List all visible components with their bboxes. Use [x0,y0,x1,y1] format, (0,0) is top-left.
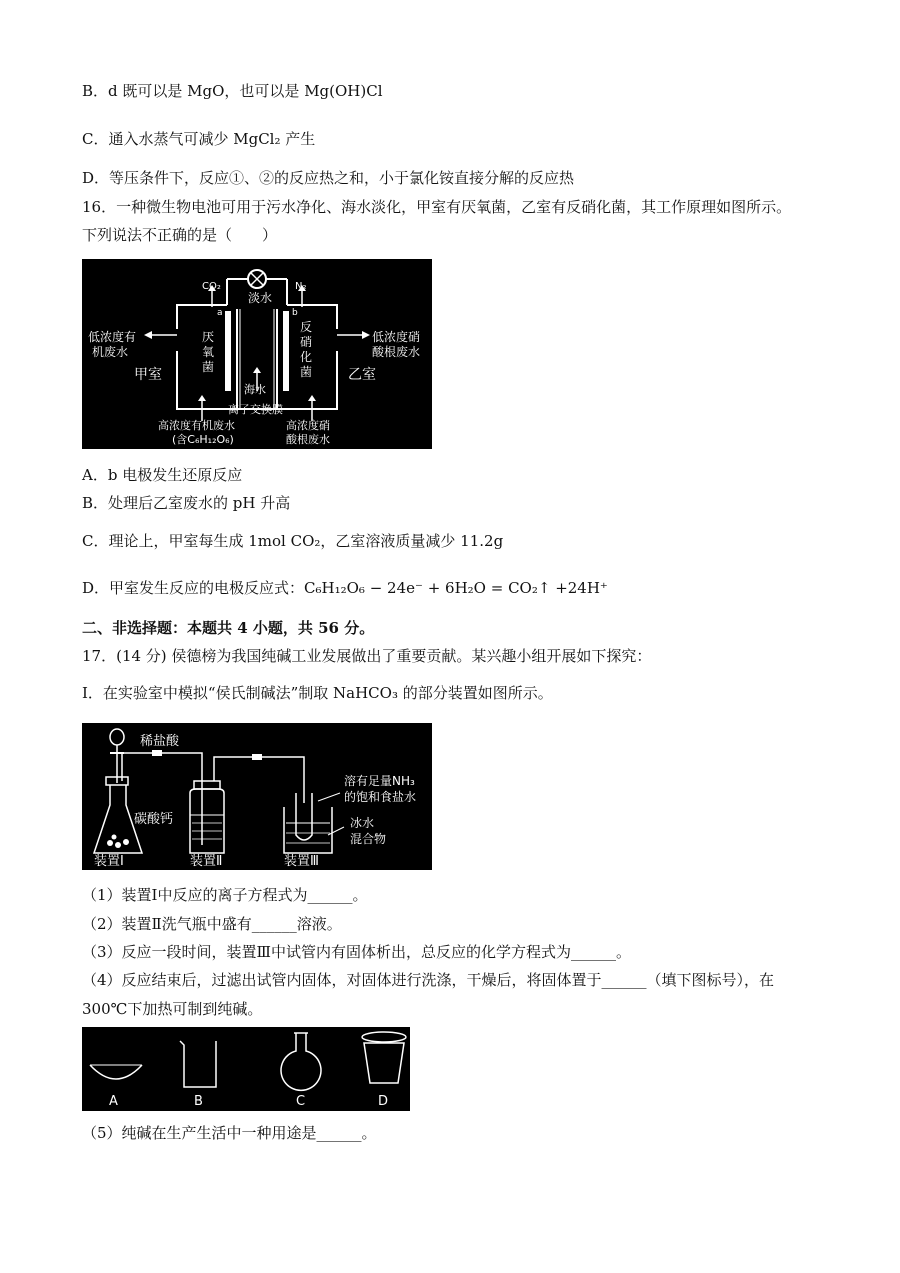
q15-option-c: C．通入水蒸气可减少 MgCl₂ 产生 [82,130,316,148]
n2-label: N₂ [295,281,307,292]
electrode-a [225,311,231,391]
chamber-jia-label: 甲室 [134,367,162,383]
seawater-label: 海水 [244,383,266,396]
choice-c-label: C [296,1094,306,1109]
apparatus-choice-figure [82,1027,410,1111]
chamber-yi-label: 乙室 [348,367,376,383]
dilute-hcl-label: 稀盐酸 [140,734,180,749]
choice-a-label: A [109,1094,118,1109]
choice-d-label: D [378,1094,389,1109]
q16-option-c: C．理论上，甲室每生成 1mol CO₂，乙室溶液质量减少 11.2g [82,532,504,550]
wash-bottle [190,789,224,853]
q17-sub3: （3）反应一段时间，装置Ⅲ中试管内有固体析出，总反应的化学方程式为______。 [82,943,632,961]
q17-sub1: （1）装置Ⅰ中反应的离子方程式为______。 [82,886,368,904]
left-outlet-line1: 低浓度有 [88,330,137,344]
right-inlet-line1: 高浓度硝 [286,419,330,432]
anaerobe-char1: 厌 [202,330,215,344]
section-heading: 二、非选择题：本题共 4 小题，共 56 分。 [82,619,375,637]
fresh-water-label: 淡水 [248,291,273,305]
device-3-label: 装置Ⅲ [284,854,319,869]
q16-stem-line2: 下列说法不正确的是（ ） [82,226,278,244]
hou-process-figure [82,723,432,870]
microbial-cell-figure [82,259,432,449]
q15-option-b: B．d 既可以是 MgO，也可以是 Mg(OH)Cl [82,82,383,100]
co2-label: CO₂ [202,281,221,292]
q16-option-b: B．处理后乙室废水的 pH 升高 [82,494,291,512]
q17-stem: 17．(14 分) 侯德榜为我国纯碱工业发展做出了重要贡献。某兴趣小组开展如下探究： [82,647,652,665]
round-bottom-flask [281,1033,321,1090]
q17-sub4-line2: 300℃下加热可制到纯碱。 [82,1000,263,1018]
q17-sub2: （2）装置Ⅱ洗气瓶中盛有______溶液。 [82,915,342,933]
anaerobe-char3: 菌 [202,360,215,374]
electrode-a-label: a [217,308,223,318]
denitrifier-char2: 硝 [300,335,313,349]
right-outlet-line1: 低浓度硝 [372,330,421,344]
left-inlet-line1: 高浓度有机废水 [158,419,235,432]
right-outlet-line2: 酸根废水 [372,345,421,359]
q16-option-d: D．甲室发生反应的电极反应式：C₆H₁₂O₆ − 24e⁻ + 6H₂O = CO₂↑ +24H⁺ [82,579,608,597]
denitrifier-char3: 化 [300,350,313,364]
q17-sub5: （5）纯碱在生产生活中一种用途是______。 [82,1124,377,1142]
ice-water-label-line1: 冰水 [350,816,375,830]
right-inlet-line2: 酸根废水 [286,433,330,446]
q17-part1: Ⅰ．在实验室中模拟“侯氏制碱法”制取 NaHCO₃ 的部分装置如图所示。 [82,684,553,702]
denitrifier-char1: 反 [300,320,313,334]
membrane-label: 离子交换膜 [228,403,283,416]
device-1-label: 装置Ⅰ [94,854,124,869]
electrode-b [283,311,289,391]
brine-label-line1: 溶有足量NH₃ [344,774,415,788]
q16-stem-line1: 16．一种微生物电池可用于污水净化、海水淡化，甲室有厌氧菌，乙室有反硝化菌，其工作原理如图所示。 [82,198,792,216]
choice-b-label: B [194,1094,203,1109]
beaker-b [180,1041,216,1087]
electrode-b-label: b [292,308,298,318]
ice-water-label-line2: 混合物 [350,832,387,846]
anaerobe-char2: 氧 [202,345,215,359]
q17-sub4-line1: （4）反应结束后，过滤出试管内固体，对固体进行洗涤，干燥后，将固体置于______（填下图标号），在 [82,971,775,989]
q15-option-d: D．等压条件下，反应①、②的反应热之和，小于氯化铵直接分解的反应热 [82,169,575,187]
left-inlet-line2: (含C₆H₁₂O₆) [172,433,234,446]
caco3-label: 碳酸钙 [134,812,174,827]
denitrifier-char4: 菌 [300,365,313,379]
device-2-label: 装置Ⅱ [190,854,223,869]
beaker [284,807,332,853]
q16-option-a: A．b 电极发生还原反应 [82,466,243,484]
crucible [364,1043,404,1083]
left-outlet-line2: 机废水 [92,345,129,359]
brine-label-line2: 的饱和食盐水 [344,790,417,804]
evaporating-dish [90,1065,142,1079]
